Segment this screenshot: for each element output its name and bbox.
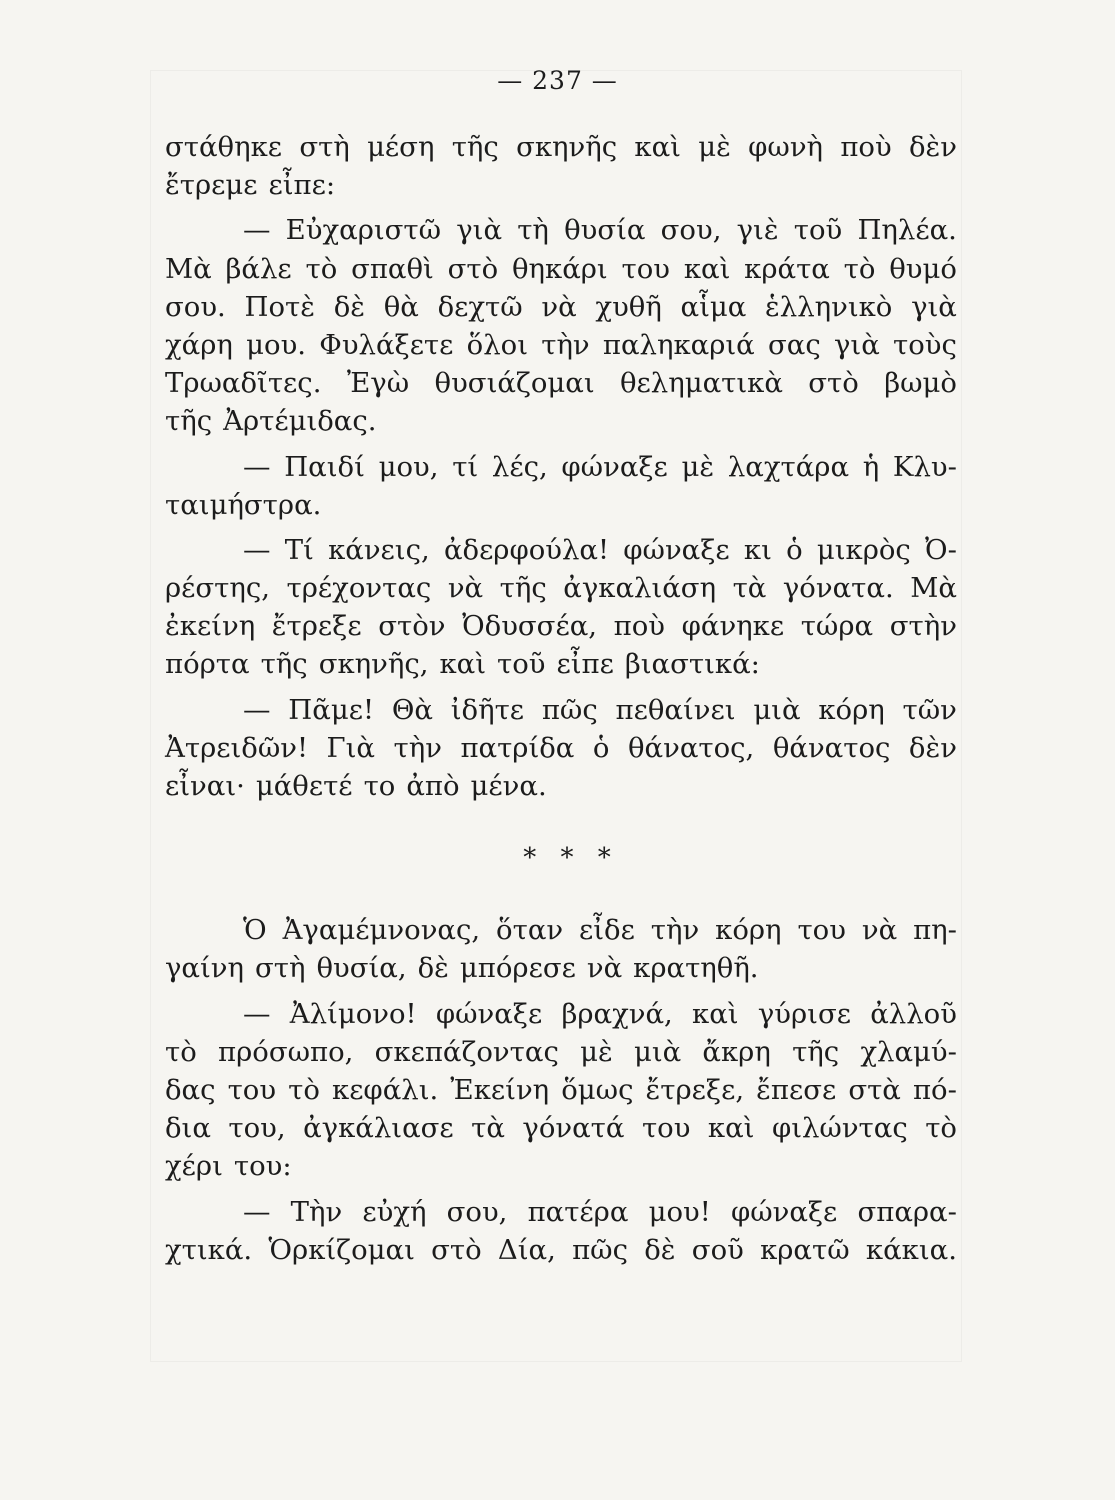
text-line: — Τὴν εὐχή σου, πατέρα μου! φώναξε σπαρα- [243,1195,957,1228]
text-line: γαίνη στὴ θυσία, δὲ μπόρεσε νὰ κρατηθῆ. [165,952,759,985]
text-line: δια του, ἀγκάλιασε τὰ γόνατά του καὶ φιλώντας τὸ [165,1112,957,1145]
text-line: δας του τὸ κεφάλι. Ἐκείνη ὅμως ἔτρεξε, ἔπεσε στὰ πό- [165,1073,957,1106]
text-line: ταιμήστρα. [165,488,322,521]
text-line: Ἀτρειδῶν! Γιὰ τὴν πατρίδα ὁ θάνατος, θάνατος δὲν [165,731,957,764]
text-line: — Τί κάνεις, ἀδερφούλα! φώναξε κι ὁ μικρὸς Ὀ- [243,533,957,566]
text-line: στάθηκε στὴ μέση τῆς σκηνῆς καὶ μὲ φωνὴ ποὺ δὲν [165,131,957,163]
text-line: σου. Ποτὲ δὲ θὰ δεχτῶ νὰ χυθῆ αἷμα ἑλληνικὸ γιὰ [165,290,957,323]
text-line: — Εὐχαριστῶ γιὰ τὴ θυσία σου, γιὲ τοῦ Πηλέα. [243,214,957,247]
body-text [165,128,957,1269]
text-line: — Παιδί μου, τί λές, φώναξε μὲ λαχτάρα ἡ Κλυ- [243,450,957,483]
text-line: ρέστης, τρέχοντας νὰ τῆς ἀγκαλιάση τὰ γόνατα. Μὰ [165,572,957,605]
text-line: τὸ πρόσωπο, σκεπάζοντας μὲ μιὰ ἄκρη τῆς χλαμύ- [165,1035,957,1068]
text-line: Μὰ βάλε τὸ σπαθὶ στὸ θηκάρι του καὶ κράτα τὸ θυμό [165,252,957,285]
page-number: — 237 — [497,66,618,95]
section-separator: * * * [523,843,619,874]
text-line: χέρι του: [165,1150,292,1183]
text-line: χτικά. Ὁρκίζομαι στὸ Δία, πῶς δὲ σοῦ κρατῶ κάκια. [165,1233,957,1266]
text-line: πόρτα τῆς σκηνῆς, καὶ τοῦ εἶπε βιαστικά: [165,648,760,681]
text-line: ἐκείνη ἔτρεξε στὸν Ὀδυσσέα, ποὺ φάνηκε τώρα στὴν [165,610,957,643]
text-line: — Πᾶμε! Θὰ ἰδῆτε πῶς πεθαίνει μιὰ κόρη τῶν [243,693,957,726]
text-line: εἶναι· μάθετέ το ἀπὸ μένα. [165,770,547,802]
text-line: τῆς Ἀρτέμιδας. [165,405,377,438]
text-line: ἔτρεμε εἶπε: [165,169,336,202]
text-line: Τρωαδῖτες. Ἐγὼ θυσιάζομαι θεληματικὰ στὸ βωμὸ [165,367,957,400]
text-line: — Ἀλίμονο! φώναξε βραχνά, καὶ γύρισε ἀλλοῦ [243,997,957,1030]
text-line: χάρη μου. Φυλάξετε ὅλοι τὴν παληκαριά σας γιὰ τοὺς [165,328,957,361]
text-line: Ὁ Ἀγαμέμνονας, ὅταν εἶδε τὴν κόρη του νὰ πη- [243,914,957,947]
